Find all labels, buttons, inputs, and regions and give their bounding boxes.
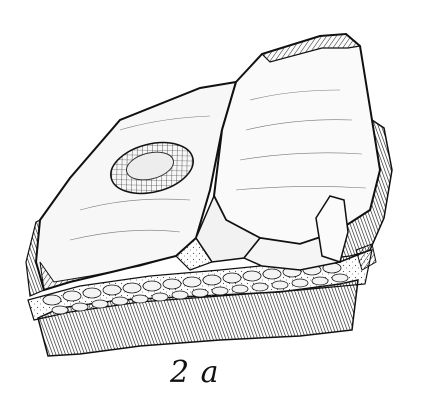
right-plate xyxy=(214,34,380,244)
figure-label: 2 a xyxy=(170,355,220,390)
